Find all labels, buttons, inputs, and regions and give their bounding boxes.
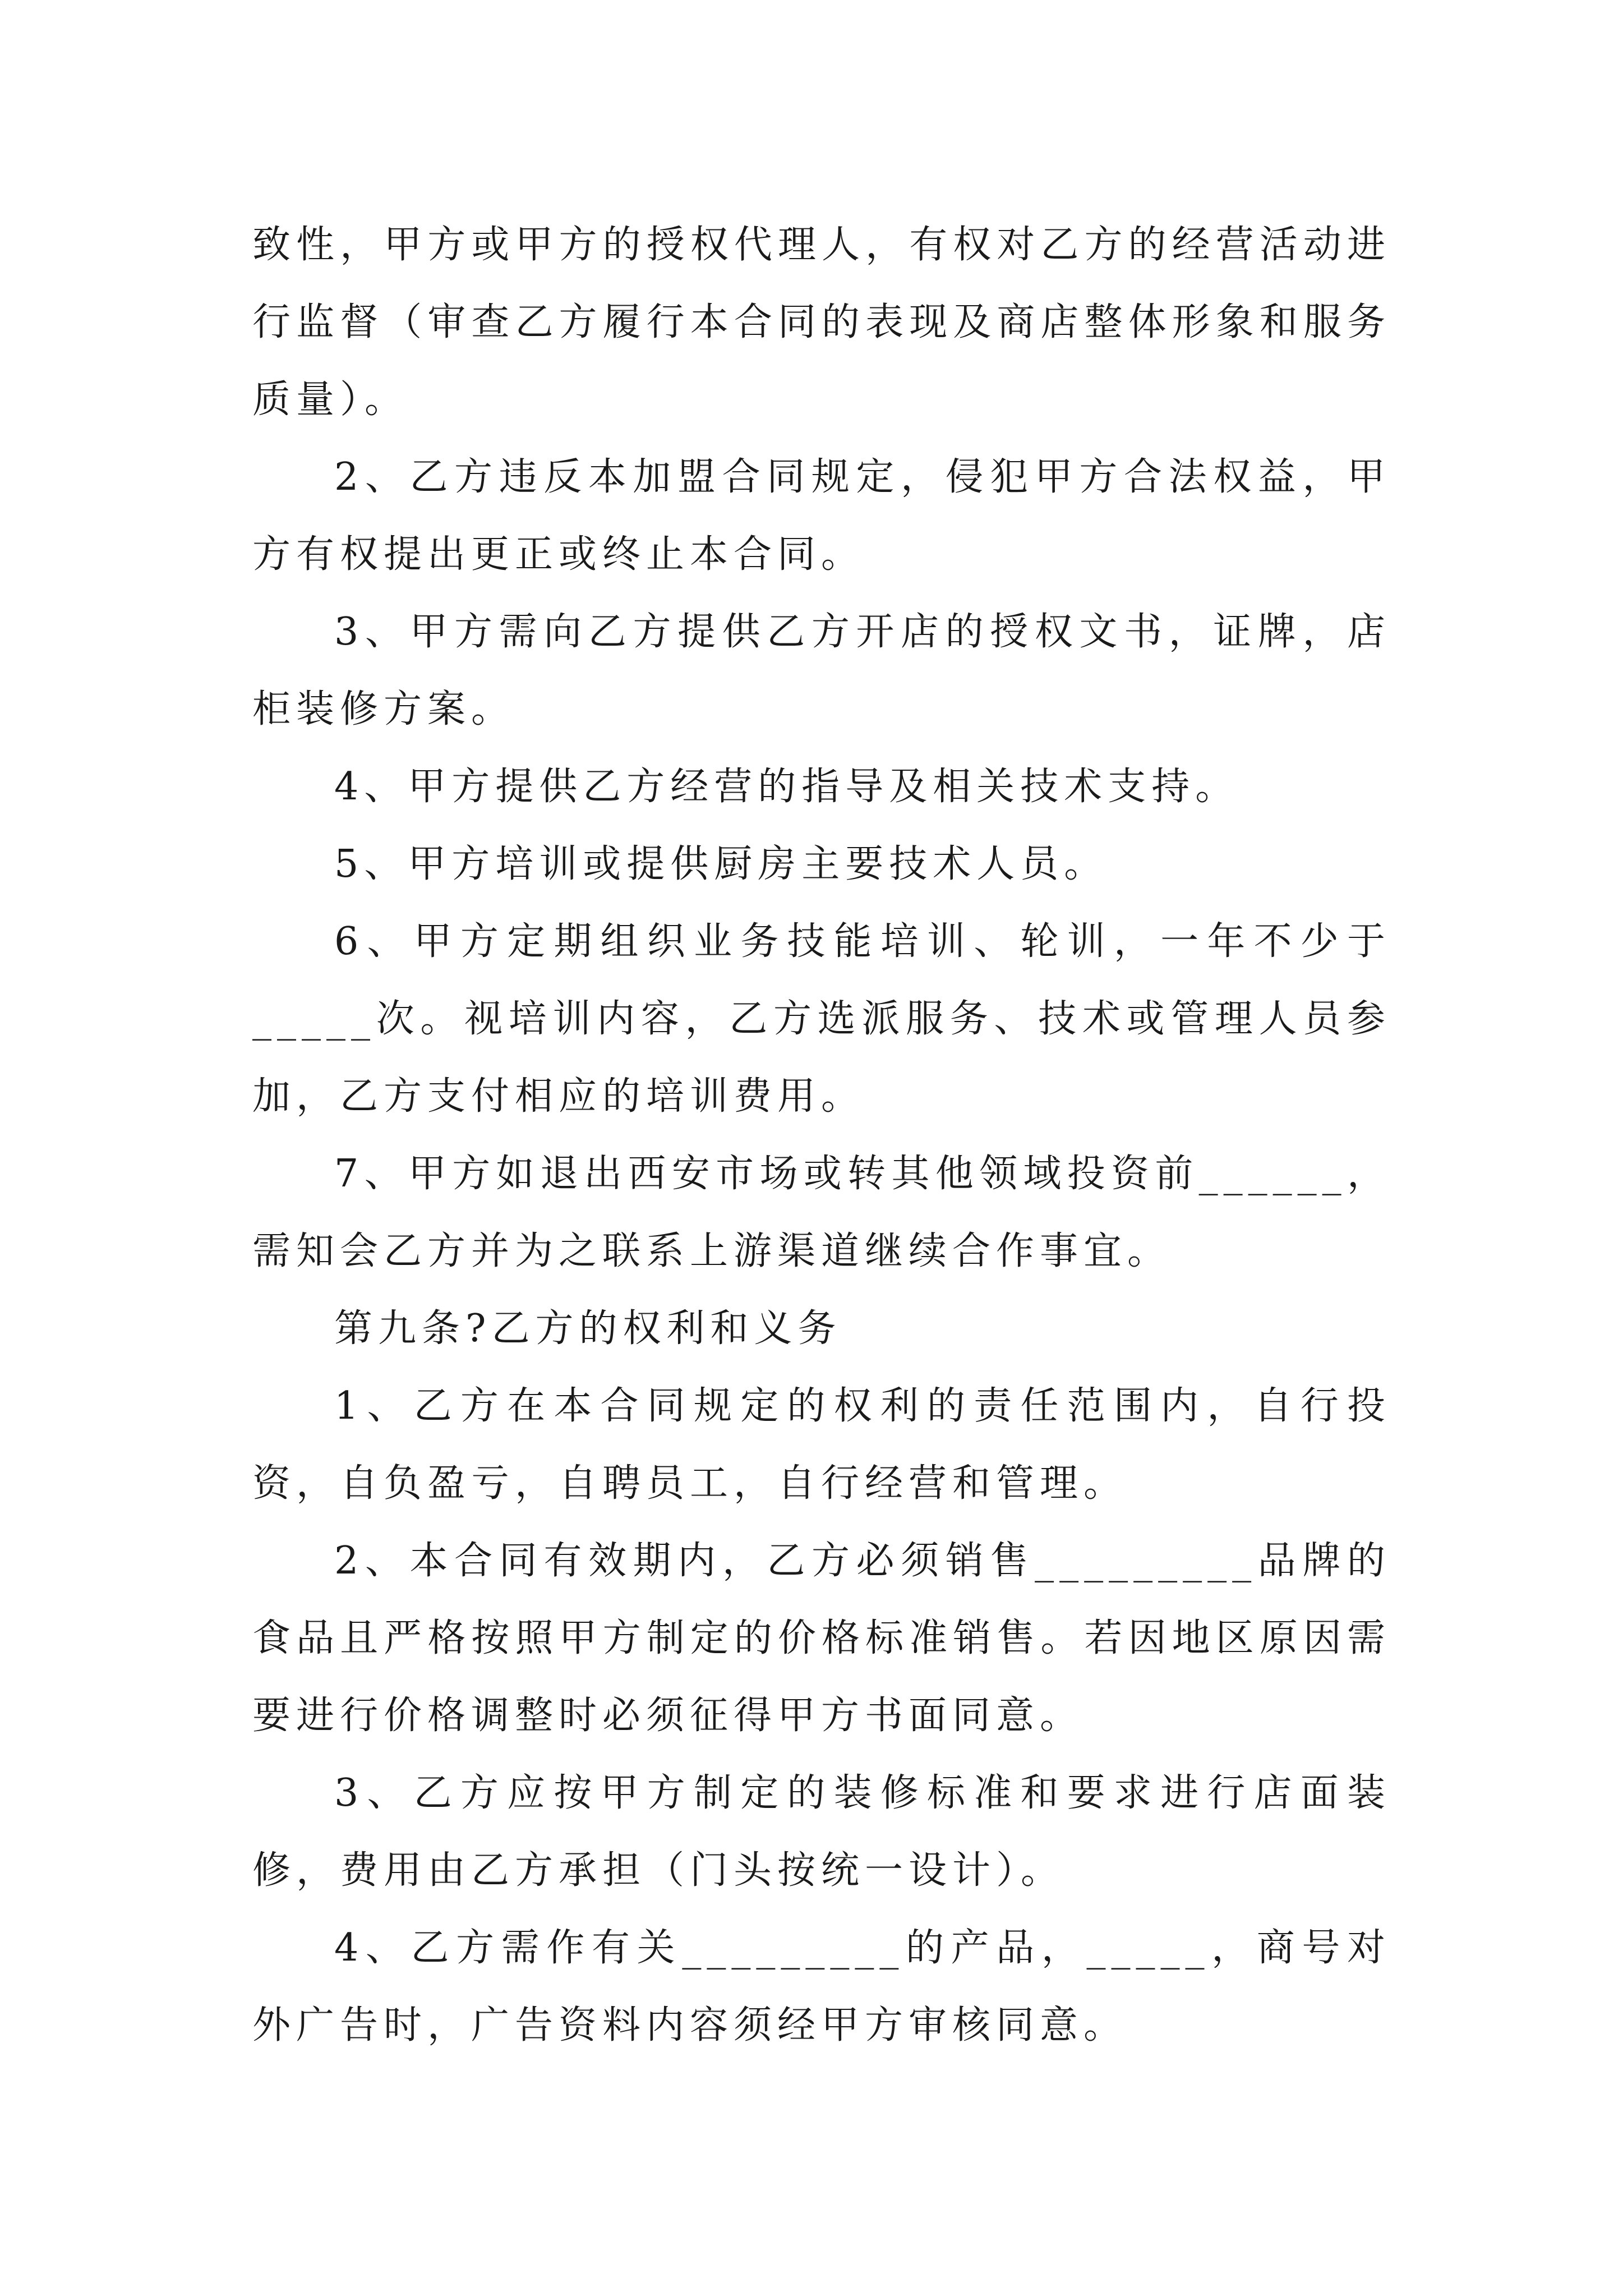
paragraph-clause-6: 6、甲方定期组织业务技能培训、轮训，一年不少于_____次。视培训内容，乙方选派服务、技术或管理人员参加，乙方支付相应的培训费用。 — [252, 919, 1391, 1119]
document-body — [252, 206, 1391, 2064]
paragraph-b-clause-3: 3、乙方应按甲方制定的装修标准和要求进行店面装修，费用由乙方承担（门头按统一设计）。 — [252, 1771, 1391, 1893]
paragraph-clause-2: 2、乙方违反本加盟合同规定，侵犯甲方合法权益，甲方有权提出更正或终止本合同。 — [252, 455, 1391, 577]
paragraph-continuation: 致性，甲方或甲方的授权代理人，有权对乙方的经营活动进行监督（审查乙方履行本合同的表现及商店整体形象和服务质量）。 — [252, 223, 1391, 422]
section-heading-article-9: 第九条?乙方的权利和义务 — [334, 1306, 842, 1351]
paragraph-clause-3: 3、甲方需向乙方提供乙方开店的授权文书，证牌，店柜装修方案。 — [252, 610, 1391, 731]
paragraph-b-clause-4: 4、乙方需作有关_________的产品，_____，商号对外广告时，广告资料内容须经甲方审核同意。 — [252, 1926, 1391, 2047]
paragraph-b-clause-1: 1、乙方在本合同规定的权利的责任范围内，自行投资，自负盈亏，自聘员工，自行经营和管理。 — [252, 1384, 1391, 1506]
paragraph-clause-5: 5、甲方培训或提供厨房主要技术人员。 — [334, 842, 1108, 886]
paragraph-b-clause-2: 2、本合同有效期内，乙方必须销售_________品牌的食品且严格按照甲方制定的价格标准销售。若因地区原因需要进行价格调整时必须征得甲方书面同意。 — [252, 1539, 1391, 1738]
paragraph-clause-4: 4、甲方提供乙方经营的指导及相关技术支持。 — [334, 765, 1239, 809]
paragraph-clause-7: 7、甲方如退出西安市场或转其他领域投资前______，需知会乙方并为之联系上游渠道继续合作事宜。 — [252, 1152, 1391, 1273]
